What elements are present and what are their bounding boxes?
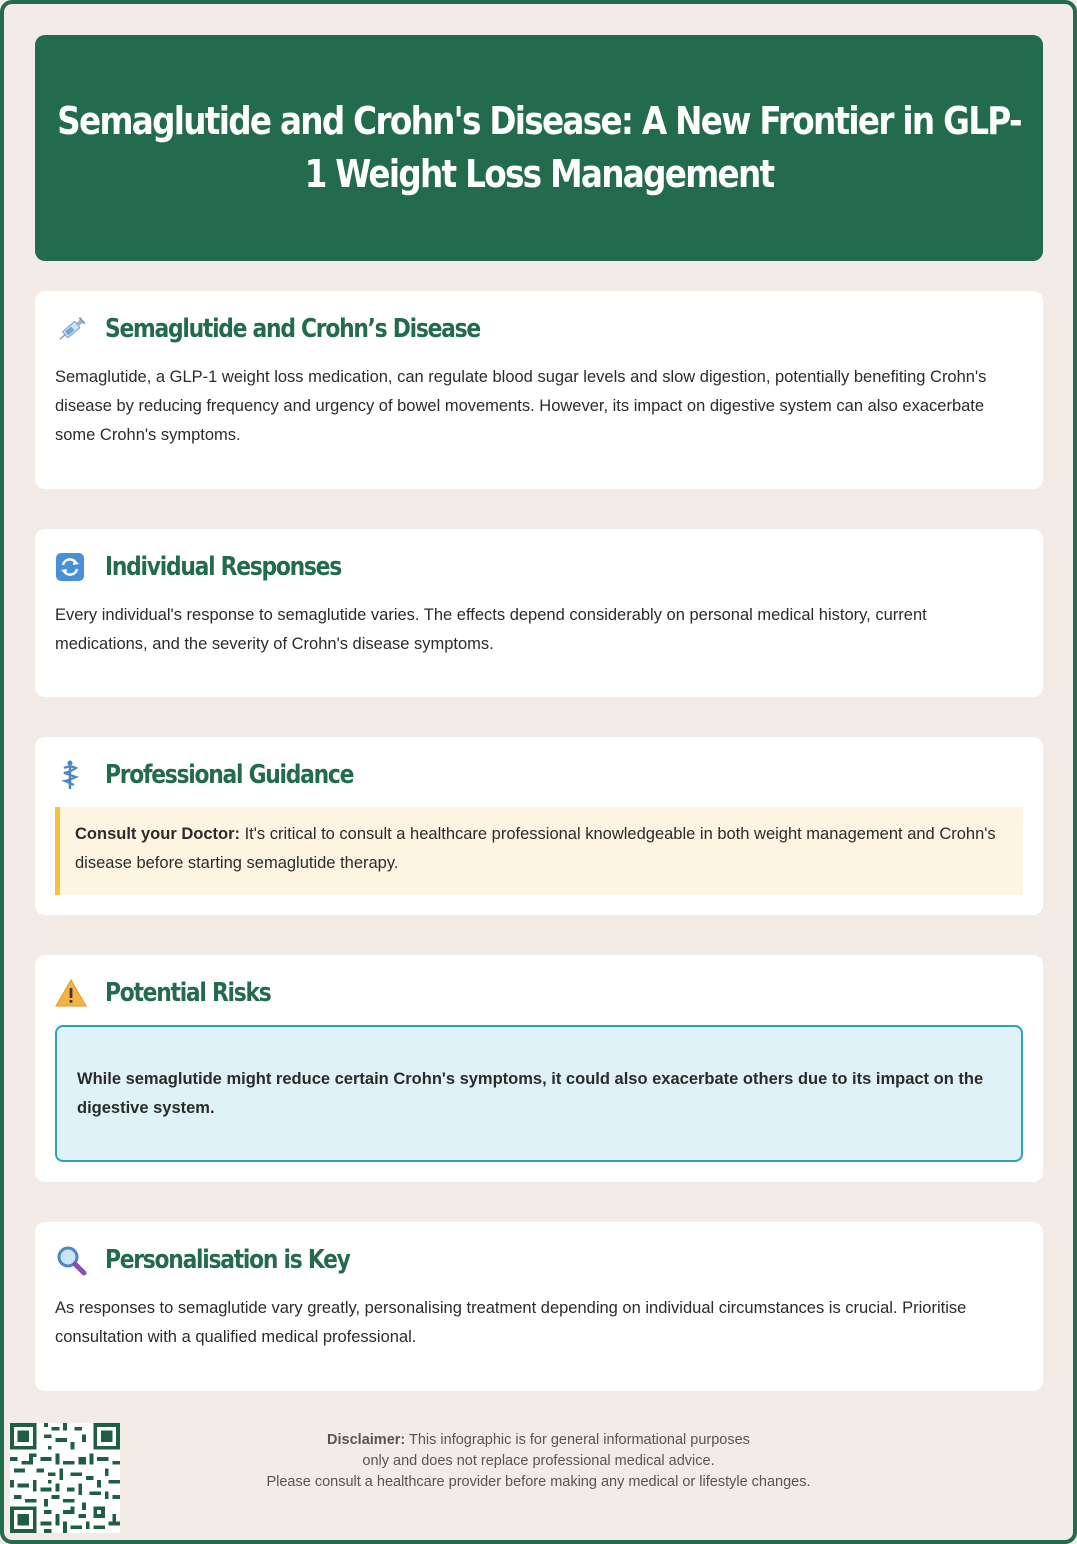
section-body: Semaglutide, a GLP-1 weight loss medication, can regulate blood sugar levels and slow digestion, potentially benefiting Crohn's disease by reducing frequency and urgency of bowel movements. However, its impact on digestive system can also exacerbate some Crohn's symptoms.	[55, 368, 987, 444]
section-header	[55, 977, 302, 1009]
section-title: Individual Responses	[105, 552, 341, 582]
callout-text: It's critical to consult a healthcare professional knowledgeable in both weight management and Crohn's disease before starting semaglutide therapy.	[75, 825, 996, 872]
magnifier-icon	[55, 1244, 91, 1276]
section-title: Personalisation is Key	[105, 1245, 350, 1275]
disclaimer	[0, 1430, 1077, 1493]
section-card-professional-guidance	[35, 737, 1043, 915]
medical-symbol-icon	[55, 759, 91, 791]
section-card-personalisation	[35, 1222, 1043, 1391]
syringe-icon	[55, 313, 91, 345]
section-header	[55, 551, 386, 583]
section-card-semaglutide-crohns	[35, 291, 1043, 489]
section-title: Professional Guidance	[105, 760, 354, 790]
disclaimer-label: Disclaimer:	[327, 1432, 406, 1448]
section-body: Every individual's response to semaglutide varies. The effects depend considerably on personal medical history, current medications, and the severity of Crohn's disease symptoms.	[55, 606, 927, 653]
section-card-potential-risks	[35, 955, 1043, 1182]
page-title: Semaglutide and Crohn's Disease: A New Frontier in GLP-1 Weight Loss Management	[57, 99, 1021, 196]
callout-label: Consult your Doctor:	[75, 825, 240, 843]
refresh-icon	[55, 551, 91, 583]
section-title: Potential Risks	[105, 978, 271, 1008]
warning-icon	[55, 977, 91, 1009]
disclaimer-line-1: This infographic is for general informational purposes	[405, 1432, 750, 1448]
section-header	[55, 1244, 396, 1276]
qr-code[interactable]	[10, 1423, 120, 1533]
consult-doctor-callout	[55, 807, 1023, 895]
section-header	[55, 759, 400, 791]
header-banner	[35, 35, 1043, 261]
section-body: As responses to semaglutide vary greatly, personalising treatment depending on individual circumstances is crucial. Prioritise consultation with a qualified medical professional.	[55, 1299, 967, 1346]
section-title: Semaglutide and Crohn’s Disease	[105, 314, 480, 344]
disclaimer-line-3: Please consult a healthcare provider before making any medical or lifestyle changes.	[266, 1474, 811, 1490]
section-card-individual-responses	[35, 529, 1043, 697]
risk-callout: While semaglutide might reduce certain Crohn's symptoms, it could also exacerbate others due to its impact on the digestive system.	[55, 1025, 1023, 1162]
disclaimer-line-2: only and does not replace professional medical advice.	[362, 1453, 715, 1469]
section-header	[55, 313, 551, 345]
